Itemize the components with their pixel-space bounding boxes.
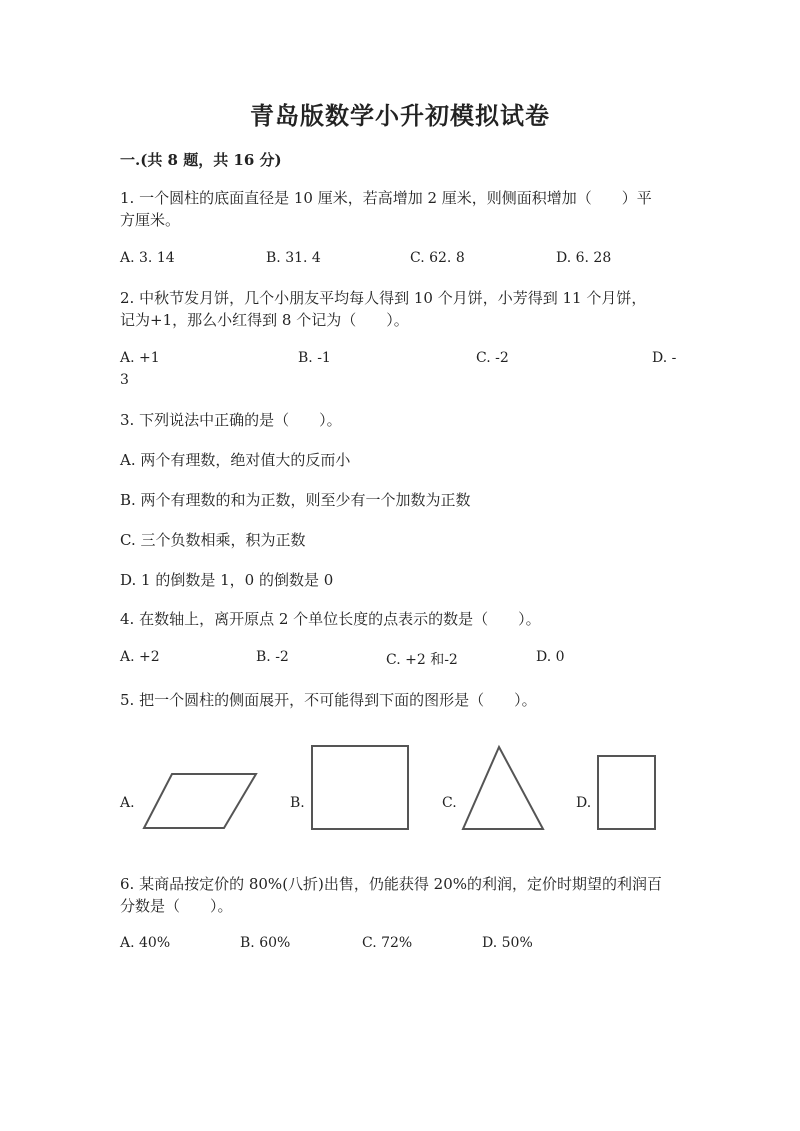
section-heading: 一.(共 8 题，共 16 分) [120, 151, 282, 169]
page-title: 青岛版数学小升初模拟试卷 [250, 101, 550, 130]
question-3-option-c: C. 三个负数相乘，积为正数 [120, 531, 306, 549]
question-2-option-a: A. +1 [120, 350, 160, 366]
question-2-option-c: C. -2 [476, 350, 509, 366]
question-1-option-a: A. 3. 14 [120, 250, 175, 266]
question-6-line-2: 分数是（ ）。 [120, 897, 233, 915]
question-6-option-a: A. 40% [120, 935, 171, 951]
question-5-option-a-label: A. [120, 795, 135, 811]
question-2-line-2: 记为+1，那么小红得到 8 个记为（ ）。 [120, 311, 409, 329]
question-6-option-c: C. 72% [362, 935, 413, 951]
question-1-option-d: D. 6. 28 [556, 250, 612, 266]
question-2-option-d: D. - [652, 350, 677, 366]
question-3-option-a: A. 两个有理数，绝对值大的反而小 [120, 451, 351, 469]
question-5-text: 5. 把一个圆柱的侧面展开，不可能得到下面的图形是（ ）。 [120, 691, 537, 709]
question-4-text: 4. 在数轴上，离开原点 2 个单位长度的点表示的数是（ ）。 [120, 610, 541, 628]
question-5-option-b-label: B. [290, 795, 305, 811]
question-2-option-b: B. -1 [298, 350, 331, 366]
question-2-line-1: 2. 中秋节发月饼，几个小朋友平均每人得到 10 个月饼，小芳得到 11 个月饼， [120, 289, 647, 307]
question-3-text: 3. 下列说法中正确的是（ ）。 [120, 411, 342, 429]
question-5-option-c-label: C. [442, 795, 457, 811]
question-6-option-b: B. 60% [240, 935, 291, 951]
question-5-option-d-label: D. [576, 795, 592, 811]
question-4-option-c: C. +2 和-2 [386, 652, 458, 668]
question-2-option-d-wrap: 3 [120, 372, 129, 388]
question-3-option-b: B. 两个有理数的和为正数，则至少有一个加数为正数 [120, 491, 471, 509]
rectangle-shape [596, 754, 658, 832]
question-1-line-1: 1. 一个圆柱的底面直径是 10 厘米，若高增加 2 厘米，则侧面积增加（ ）平 [120, 189, 652, 207]
question-3-option-d: D. 1 的倒数是 1，0 的倒数是 0 [120, 571, 334, 589]
question-4-option-d: D. 0 [536, 649, 565, 665]
square-shape [310, 744, 412, 832]
question-1-option-c: C. 62. 8 [410, 250, 465, 266]
question-4-option-b: B. -2 [256, 649, 289, 665]
triangle-shape [460, 744, 546, 832]
question-1-option-b: B. 31. 4 [266, 250, 321, 266]
question-6-option-d: D. 50% [482, 935, 533, 951]
question-6-line-1: 6. 某商品按定价的 80%(八折)出售，仍能获得 20%的利润，定价时期望的利润百 [120, 875, 663, 893]
parallelogram-shape [140, 770, 260, 832]
question-1-line-2: 方厘米。 [120, 211, 181, 229]
question-4-option-a: A. +2 [120, 649, 160, 665]
